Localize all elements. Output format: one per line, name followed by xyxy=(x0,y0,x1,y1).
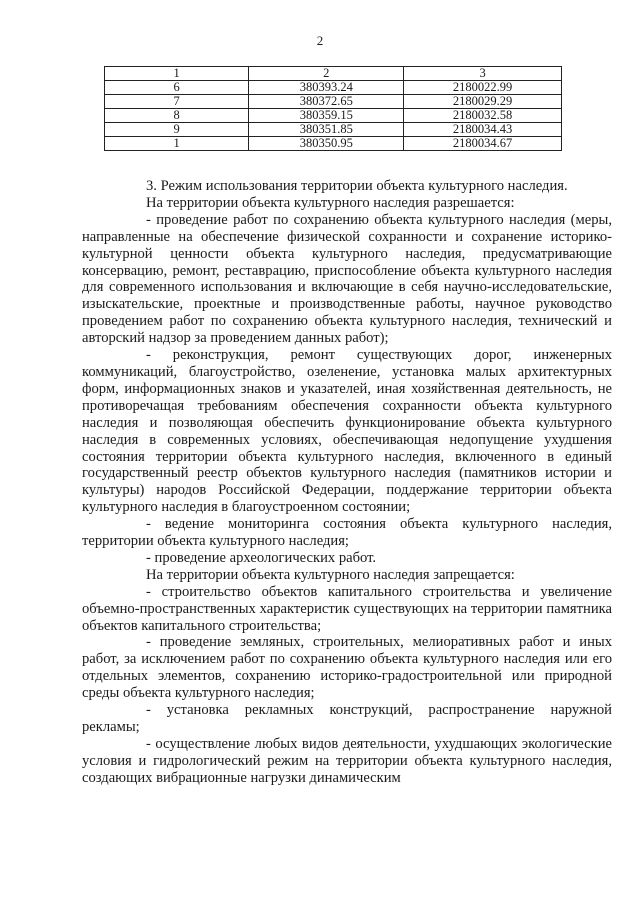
table-cell-x: 380351.85 xyxy=(249,123,404,137)
table-cell-point: 9 xyxy=(105,123,249,137)
coordinates-table xyxy=(104,66,562,151)
permitted-item: - проведение археологических работ. xyxy=(146,549,377,566)
table-cell-x: 380350.95 xyxy=(249,137,404,151)
table-cell-point: 8 xyxy=(105,109,249,123)
table-cell-y: 2180022.99 xyxy=(404,81,562,95)
table-row xyxy=(105,109,562,123)
table-cell-y: 2180029.29 xyxy=(404,95,562,109)
table-header-cell: 3 xyxy=(404,67,562,81)
table-cell-y: 2180034.43 xyxy=(404,123,562,137)
prohibited-item: - проведение земляных, строительных, мелиоративных работ и иных работ, за исключением работ по сохранению объекта культурного наследия или его отдельных элементов, сохранению историко-градостроительной или природной среды объекта культурного наследия; xyxy=(82,634,612,702)
section-heading: 3. Режим использования территории объекта культурного наследия. xyxy=(146,178,568,194)
table-row xyxy=(105,95,562,109)
permitted-item: - реконструкция, ремонт существующих дорог, инженерных коммуникаций, благоустройство, озеленение, установка малых архитектурных форм, информационных знаков и указателей, иная хозяйственная деятельность, не противоречащая требованиям обеспечения сохранности объекта культурного наследия и позволяющая обеспечить функционирование объекта культурного наследия в современных условиях, обеспечивающая недопущение ухудшения состояния территории объекта культурного наследия, включенного в единый государственный реестр объектов культурного наследия (памятников истории и культуры) народов Российской Федерации, поддержание территории объекта культурного наследия в благоустроенном состоянии; xyxy=(82,347,612,516)
table-cell-point: 1 xyxy=(105,137,249,151)
table-header-cell: 2 xyxy=(249,67,404,81)
table-cell-point: 6 xyxy=(105,81,249,95)
permitted-item: - проведение работ по сохранению объекта культурного наследия (меры, направленные на обеспечение физической сохранности и сохранение историко-культурной ценности объекта культурного наследия, предусматривающие консервацию, ремонт, реставрацию, приспособление объекта культурного наследия для современного использования и включающие в себя научно-исследовательские, изыскательские, проектные и производственные работы, научное руководство проведением работ по сохранению объекта культурного наследия, технический и авторский надзор за проведением данных работ); xyxy=(82,211,612,347)
table-row xyxy=(105,81,562,95)
document-body xyxy=(82,178,612,787)
table-row xyxy=(105,123,562,137)
table-cell-x: 380393.24 xyxy=(249,81,404,95)
table-header-row xyxy=(105,67,562,81)
table-row xyxy=(105,137,562,151)
prohibited-item: - установка рекламных конструкций, распространение наружной рекламы; xyxy=(82,702,612,735)
table-cell-x: 380372.65 xyxy=(249,95,404,109)
permitted-item: - ведение мониторинга состояния объекта культурного наследия, территории объекта культурного наследия; xyxy=(82,516,612,550)
page-number: 2 xyxy=(316,33,324,48)
table-cell-point: 7 xyxy=(105,95,249,109)
prohibited-item: - осуществление любых видов деятельности, ухудшающих экологические условия и гидрологический режим на территории объекта культурного наследия, создающих вибрационные нагрузки динамическим xyxy=(82,735,612,786)
table-header-cell: 1 xyxy=(105,67,249,81)
prohibited-item: - строительство объектов капитального строительства и увеличение объемно-пространственных характеристик существующих на территории памятника объектов капитального строительства; xyxy=(82,583,612,634)
table-cell-y: 2180034.67 xyxy=(404,137,562,151)
permitted-intro: На территории объекта культурного наследия разрешается: xyxy=(146,194,515,211)
table-cell-x: 380359.15 xyxy=(249,109,404,123)
prohibited-intro: На территории объекта культурного наследия запрещается: xyxy=(146,566,515,583)
table-cell-y: 2180032.58 xyxy=(404,109,562,123)
